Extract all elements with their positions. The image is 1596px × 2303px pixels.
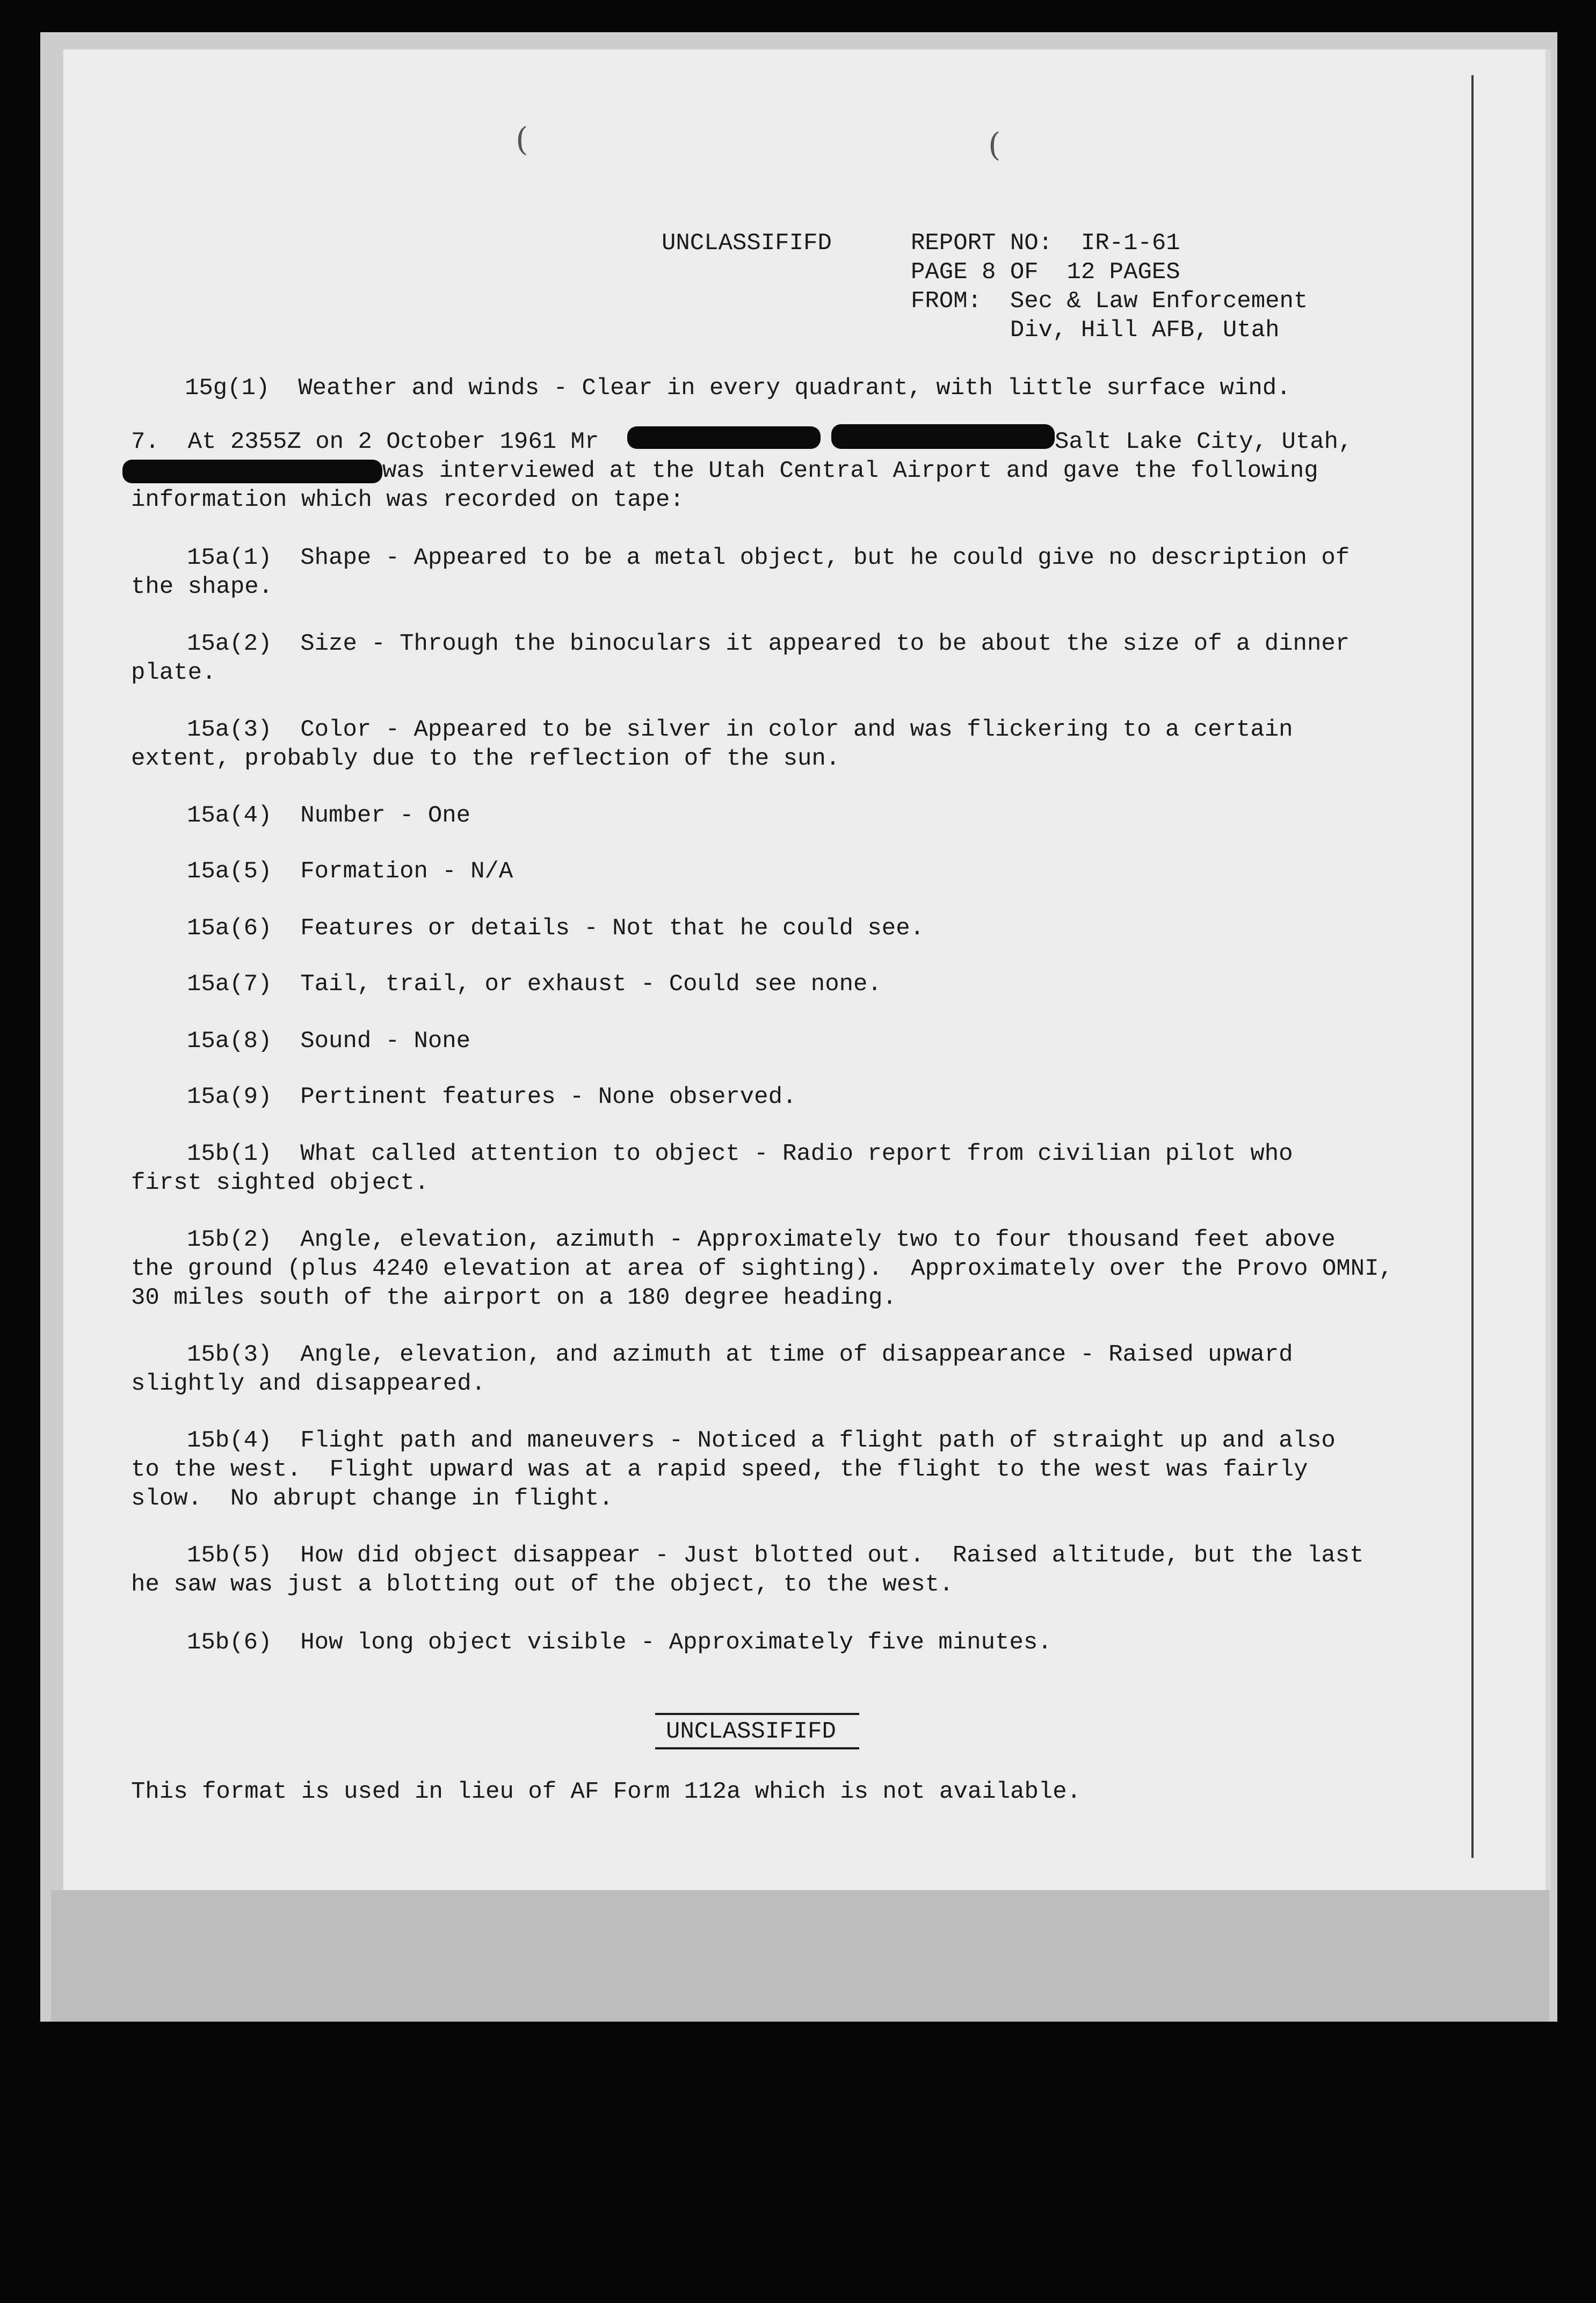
item-15b1-line1: 15b(1) What called attention to object - Radio report from civilian pilot who [187,1140,1293,1167]
header-classification: UNCLASSIFIFD [662,230,832,257]
redaction-occupation [122,460,382,483]
item-15a5: 15a(5) Formation - N/A [187,858,513,885]
redaction-address [831,424,1055,449]
item-15a6: 15a(6) Features or details - Not that he could see. [187,915,925,942]
item-15b6: 15b(6) How long object visible - Approximately five minutes. [187,1629,1052,1656]
item-15a2-line1: 15a(2) Size - Through the binoculars it appeared to be about the size of a dinner [187,630,1350,657]
item-15b5-line1: 15b(5) How did object disappear - Just blotted out. Raised altitude, but the last [187,1542,1364,1569]
item-15g1: 15g(1) Weather and winds - Clear in every quadrant, with little surface wind. [185,375,1291,402]
item-15a9: 15a(9) Pertinent features - None observed. [187,1084,797,1110]
item-15b4-line3: slow. No abrupt change in flight. [131,1485,613,1512]
item-15a8: 15a(8) Sound - None [187,1028,471,1055]
item-15b4-line2: to the west. Flight upward was at a rapid speed, the flight to the west was fairly [131,1456,1308,1483]
punch-mark-right: ( [988,126,1001,164]
item-15a1-line1: 15a(1) Shape - Appeared to be a metal object, but he could give no description of [187,544,1350,571]
item-15a2-line2: plate. [131,659,216,686]
punch-mark-left: ( [516,121,528,158]
item-15a4: 15a(4) Number - One [187,802,471,829]
footer-classification-overline [655,1713,859,1715]
report-from-division: Div, Hill AFB, Utah [911,317,1280,344]
redaction-name [627,426,821,449]
footer-note: This format is used in lieu of AF Form 112a which is not available. [131,1778,1082,1805]
item-15a7: 15a(7) Tail, trail, or exhaust - Could see none. [187,971,882,998]
item-15b2-line1: 15b(2) Angle, elevation, azimuth - Approximately two to four thousand feet above [187,1226,1336,1253]
item-15b3-line2: slightly and disappeared. [131,1370,486,1397]
item-15a3-line1: 15a(3) Color - Appeared to be silver in color and was flickering to a certain [187,716,1293,743]
item-15b2-line2: the ground (plus 4240 elevation at area of sighting). Approximately over the Provo OMNI, [131,1255,1393,1282]
para7-line1-end: Salt Lake City, Utah, [1055,428,1353,455]
item-15b2-line3: 30 miles south of the airport on a 180 degree heading. [131,1284,897,1311]
page-count: PAGE 8 OF 12 PAGES [911,259,1180,286]
footer-classification-underline [655,1747,859,1749]
scan-lower-band [51,1890,1549,2022]
footer-classification: UNCLASSIFIFD [666,1718,836,1745]
item-15b5-line2: he saw was just a blotting out of the object, to the west. [131,1571,954,1598]
item-15b1-line2: first sighted object. [131,1169,429,1196]
item-15a1-line2: the shape. [131,573,273,600]
para7-line1-start: 7. At 2355Z on 2 October 1961 Mr [131,428,599,455]
item-15b4-line1: 15b(4) Flight path and maneuvers - Noticed a flight path of straight up and also [187,1427,1336,1454]
para7-line3: information which was recorded on tape: [131,486,684,513]
item-15b3-line1: 15b(3) Angle, elevation, and azimuth at time of disappearance - Raised upward [187,1341,1293,1368]
item-15a3-line2: extent, probably due to the reflection of the sun. [131,745,840,772]
report-number: REPORT NO: IR-1-61 [911,230,1180,257]
report-from: FROM: Sec & Law Enforcement [911,288,1308,315]
para7-line2: was interviewed at the Utah Central Airport and gave the following [382,457,1318,484]
page-edge-line [1471,75,1474,1858]
